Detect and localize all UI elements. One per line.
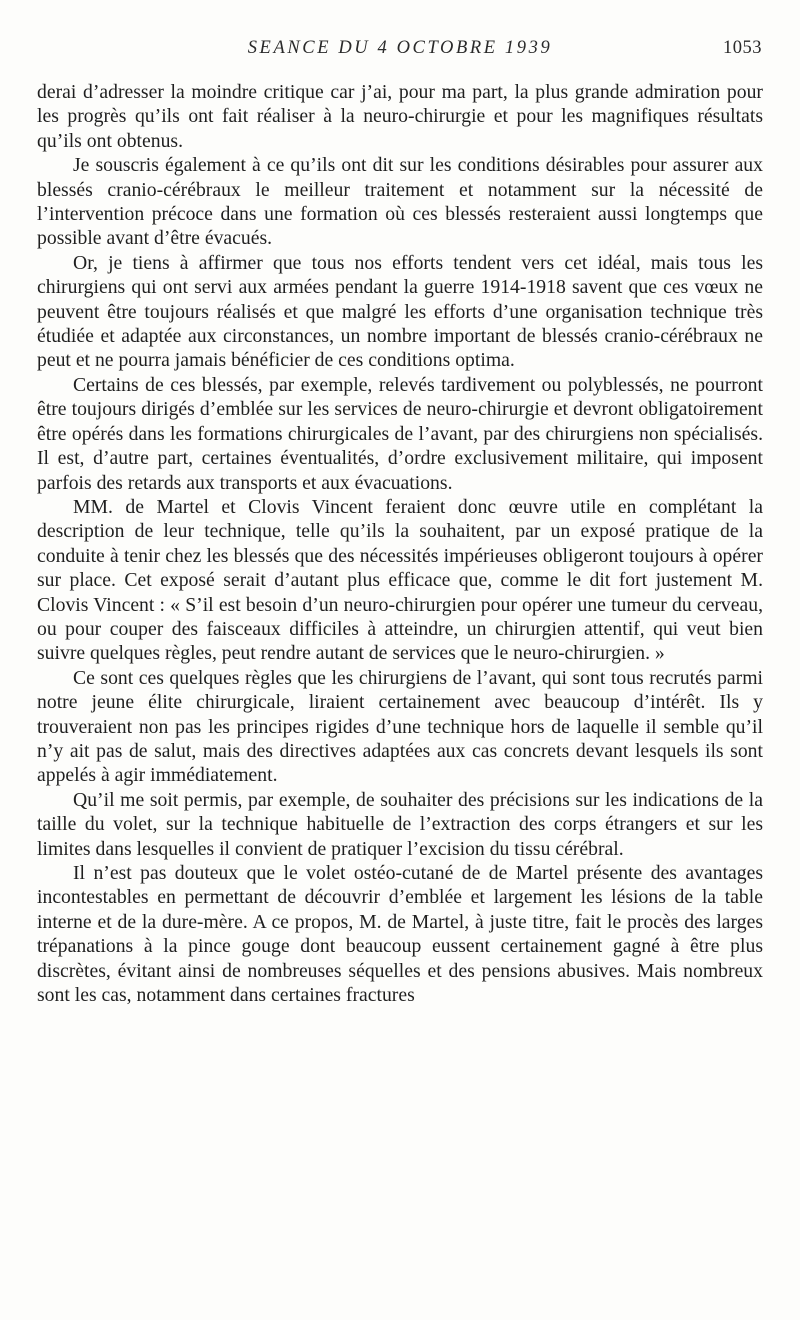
paragraph-2: Je souscris également à ce qu’ils ont dit sur les conditions désirables pour assurer aux blessés cranio-cérébraux le meilleur traitement et notamment sur la nécessité de l’intervention précoce dans une formation où ces blessés resteraient aussi longtemps que possible avant d’être évacués. bbox=[37, 154, 763, 250]
paragraph-5: MM. de Martel et Clovis Vincent feraient donc œuvre utile en complétant la description de leur technique, telle qu’ils la souhaitent, par un exposé pratique de la conduite à tenir chez les blessés que des nécessités impérieuses obligeront toujours à opérer sur place. Cet exposé serait d’autant plus efficace que, comme le dit fort justement M. Clovis Vincent : « S’il est besoin d’un neuro-chirurgien pour opérer une tumeur du cerveau, ou pour couper des faisceaux difficiles à atteindre, un chirurgien attentif, qui veut bien suivre quelques règles, peut rendre autant de services que le neuro-chirurgien. » bbox=[37, 495, 763, 665]
paragraph-4: Certains de ces blessés, par exemple, relevés tardivement ou polyblessés, ne pourront être toujours dirigés d’emblée sur les services de neuro-chirurgie et devront obligatoirement être opérés dans les formations chirurgicales de l’avant, par des chirurgiens non spécialisés. Il est, d’autre part, certaines éventualités, d’ordre exclusivement militaire, qui imposent parfois des retards aux transports et aux évacuations. bbox=[37, 373, 763, 494]
paragraph-7: Qu’il me soit permis, par exemple, de souhaiter des précisions sur les indications de la taille du volet, sur la technique habituelle de l’extraction des corps étrangers et sur les limites dans lesquelles il convient de pratiquer l’excision du tissu cérébral. bbox=[37, 788, 763, 860]
body-text bbox=[37, 80, 763, 1007]
paragraph-1: derai d’adresser la moindre critique car j’ai, pour ma part, la plus grande admiration pour les progrès qu’ils ont fait réaliser à la neuro-chirurgie et pour les magnifiques résultats qu’ils ont obtenus. bbox=[37, 81, 763, 152]
running-title: SEANCE DU 4 OCTOBRE 1939 bbox=[247, 38, 553, 58]
paragraph-6: Ce sont ces quelques règles que les chirurgiens de l’avant, qui sont tous recrutés parmi notre jeune élite chirurgicale, liraient certainement avec beaucoup d’intérêt. Ils y trouveraient non pas les principes rigides d’une technique hors de laquelle il semble qu’il n’y ait pas de salut, mais des directives adaptées aux cas concrets devant lesquels ils sont appelés à agir immédiatement. bbox=[37, 666, 763, 787]
paragraph-8: Il n’est pas douteux que le volet ostéo-cutané de de Martel présente des avantages incontestables en permettant de découvrir d’emblée et largement les lésions de la table interne et de la dure-mère. A ce propos, M. de Martel, à juste titre, fait le procès des larges trépanations à la pince gouge dont beaucoup eussent certainement gagné à être plus discrètes, évitant ainsi de nombreuses séquelles et des pensions abusives. Mais nombreux sont les cas, notamment dans certaines fractures bbox=[37, 862, 763, 1007]
page-number: 1053 bbox=[723, 38, 762, 58]
running-header bbox=[36, 38, 764, 64]
paragraph-3: Or, je tiens à affirmer que tous nos efforts tendent vers cet idéal, mais tous les chirurgiens qui ont servi aux armées pendant la guerre 1914-1918 savent que ces vœux ne peuvent être toujours réalisés et que malgré les efforts d’une organisation technique très étudiée et adaptée aux circonstances, un nombre important de blessés cranio-cérébraux ne peut et ne pourra jamais bénéficier de ces conditions optima. bbox=[37, 251, 763, 372]
